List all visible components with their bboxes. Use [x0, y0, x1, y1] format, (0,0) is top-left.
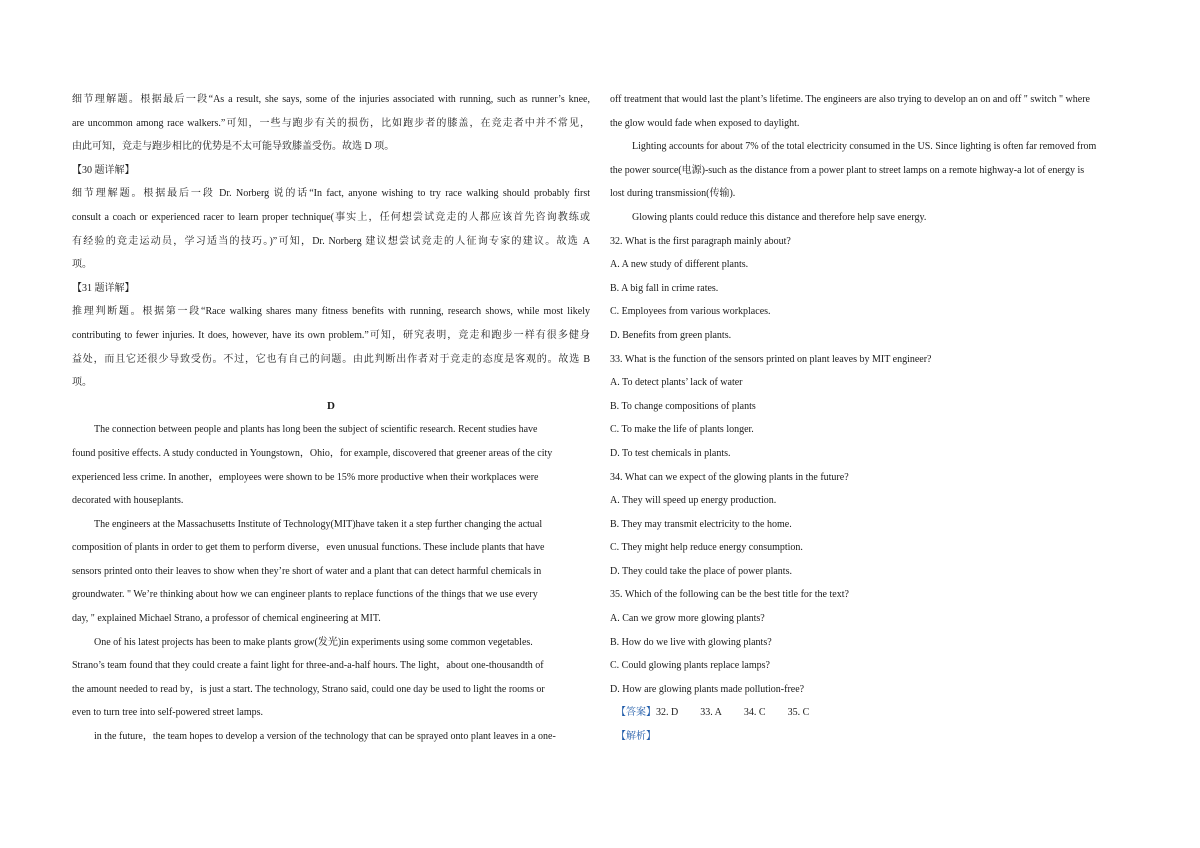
- text-line: A. A new study of different plants.: [610, 259, 749, 271]
- text-line: The connection between people and plants has long been the subject of scientific research. Recent studies have: [94, 424, 538, 436]
- left-column: [72, 88, 590, 749]
- text-line: 35. Which of the following can be the best title for the text?: [610, 589, 849, 601]
- section-heading: D: [327, 399, 335, 412]
- text-line: experienced less crime. In another，employees were shown to be 15% more productive when their workplaces were: [72, 471, 539, 483]
- text-line: A. Can we grow more glowing plants?: [610, 613, 765, 625]
- text-line: 项。: [72, 259, 92, 271]
- text-line: 32. What is the first paragraph mainly about?: [610, 235, 791, 247]
- text-line: C. They might help reduce energy consumption.: [610, 542, 803, 554]
- text-line: D. They could take the place of power plants.: [610, 565, 792, 577]
- text-line: are uncommon among race walkers.”可知，一些与跑步有关的损伤，比如跑步者的膝盖，在竞走者中并不常见，: [72, 117, 590, 129]
- answer-34: 34. C: [743, 707, 766, 719]
- text-line: 34. What can we expect of the glowing plants in the future?: [610, 471, 849, 483]
- right-column: [610, 88, 1128, 749]
- text-line: B. How do we live with glowing plants?: [610, 636, 772, 648]
- text-line: D. Benefits from green plants.: [610, 329, 732, 341]
- text-line: consult a coach or experienced racer to learn proper technique(事实上，任何想尝试竞走的人都应该首先咨询教练或: [72, 211, 590, 223]
- text-line: 由此可知，竞走与跑步相比的优势是不太可能导致膝盖受伤。故选 D 项。: [72, 141, 395, 153]
- text-line: 项。: [72, 377, 92, 389]
- text-line: The engineers at the Massachusetts Institute of Technology(MIT)have taken it a step further changing the actual: [94, 518, 543, 530]
- text-line: composition of plants in order to get them to perform diverse，even unusual functions. These include plants that have: [72, 542, 545, 554]
- text-line: B. To change compositions of plants: [610, 400, 756, 412]
- text-line: A. To detect plants’ lack of water: [610, 377, 743, 389]
- text-line: off treatment that would last the plant’s lifetime. The engineers are also trying to develop an on and off " switch " where: [610, 94, 1090, 105]
- text-line: sensors printed onto their leaves to show when they’re short of water and a plant that can detect harmful chemicals in: [72, 565, 542, 577]
- text-line: the power source(电源)-such as the distance from a power plant to street lamps on a remote highway-a lot of energy is: [610, 164, 1085, 176]
- text-line: D. How are glowing plants made pollution-free?: [610, 683, 805, 695]
- analysis-label: 【解析】: [616, 731, 656, 743]
- text-line: A. They will speed up energy production.: [610, 495, 777, 507]
- text-line: C. Could glowing plants replace lamps?: [610, 660, 770, 672]
- answer-label: 【答案】: [616, 707, 656, 719]
- text-line: Glowing plants could reduce this distance and therefore help save energy.: [632, 211, 927, 223]
- analysis-line: [610, 725, 1128, 749]
- text-line: 有经验的竞走运动员，学习适当的技巧。)”可知，Dr. Norberg 建议想尝试竞走的人征询专家的建议。故选 A: [72, 235, 590, 247]
- text-line: found positive effects. A study conducted in Youngstown，Ohio，for example, discovered that greener areas of the city: [72, 447, 553, 459]
- text-line: the amount needed to read by，is just a start. The technology, Strano said, could one day be used to light the rooms or: [72, 683, 545, 695]
- text-line: 【30 题详解】: [72, 164, 135, 176]
- text-line: decorated with houseplants.: [72, 495, 184, 507]
- right-column-lines: [610, 88, 1128, 701]
- text-line: even to turn tree into self-powered street lamps.: [72, 707, 264, 719]
- answer-line: [610, 701, 1128, 725]
- text-line: 33. What is the function of the sensors printed on plant leaves by MIT engineer?: [610, 353, 932, 365]
- text-line: in the future，the team hopes to develop a version of the technology that can be sprayed onto plant leaves in a one-: [94, 731, 556, 743]
- answer-33: 33. A: [700, 707, 722, 719]
- text-line: 细节理解题。根据最后一段 Dr. Norberg 说的话“In fact, anyone wishing to try race walking should probably first: [72, 188, 590, 200]
- text-line: C. To make the life of plants longer.: [610, 424, 754, 436]
- text-line: contributing to fewer injuries. It does, however, have its own problem.”可知，研究表明，竞走和跑步一样有很多健身: [72, 329, 590, 341]
- text-line: One of his latest projects has been to make plants grow(发光)in experiments using some common vegetables.: [94, 636, 533, 648]
- text-line: groundwater. " We’re thinking about how we can engineer plants to replace functions of the things that we use every: [72, 589, 538, 601]
- answer-35: 35. C: [787, 707, 810, 719]
- text-line: D. To test chemicals in plants.: [610, 447, 731, 459]
- text-line: 细节理解题。根据最后一段“As a result, she says, some of the injuries associated with running, such as runner’s knee,: [72, 94, 590, 105]
- text-line: day, " explained Michael Strano, a professor of chemical engineering at MIT.: [72, 613, 381, 625]
- text-line: lost during transmission(传输).: [610, 188, 736, 200]
- text-line: 推理判断题。根据第一段“Race walking shares many fitness benefits with running, research shows, while most likely: [72, 306, 590, 318]
- text-line: B. A big fall in crime rates.: [610, 282, 719, 294]
- text-line: the glow would fade when exposed to daylight.: [610, 117, 800, 129]
- text-line: Strano’s team found that they could create a faint light for three-and-a-half hours. The light，about one-thousandth of: [72, 660, 544, 672]
- text-line: B. They may transmit electricity to the home.: [610, 518, 792, 530]
- text-line: C. Employees from various workplaces.: [610, 306, 771, 318]
- text-line: 【31 题详解】: [72, 282, 135, 294]
- text-line: 益处，而且它还很少导致受伤。不过，它也有自己的问题。由此判断出作者对于竞走的态度是客观的。故选 B: [72, 353, 590, 365]
- answer-32: 32. D: [656, 707, 679, 719]
- text-line: Lighting accounts for about 7% of the total electricity consumed in the US. Since lighting is often far removed from: [632, 141, 1097, 153]
